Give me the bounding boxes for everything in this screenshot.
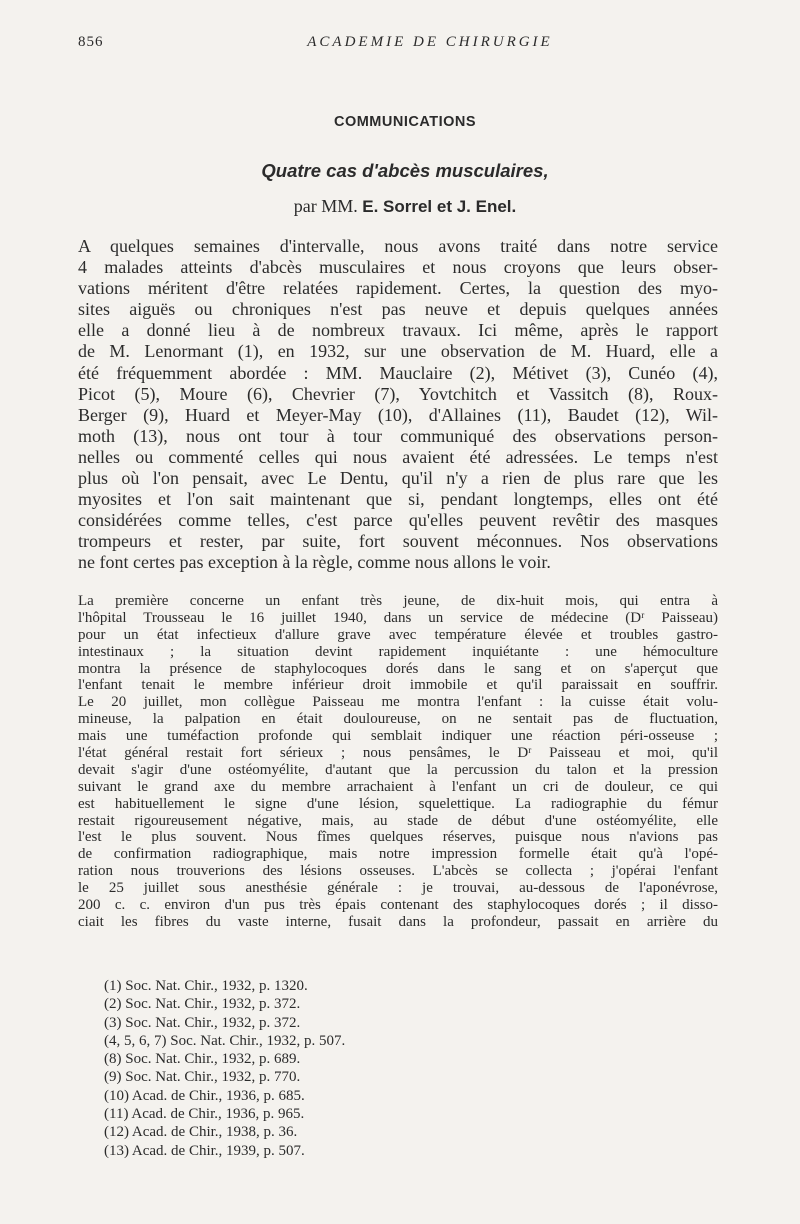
case-line: est habituellement le signe d'une lésion, squelettique. La radiographie du fémur	[78, 795, 718, 812]
intro-line: vations méritent d'être relatées rapidement. Certes, la question des myo-	[78, 278, 718, 299]
case-line: Le 20 juillet, mon collègue Paisseau me montra l'enfant : la cuisse était volu-	[78, 694, 718, 711]
footnote: (8) Soc. Nat. Chir., 1932, p. 689.	[104, 1051, 301, 1068]
case-line: restait rigoureusement négative, mais, au stade de début d'une ostéomyélite, elle	[78, 812, 718, 829]
intro-line: Berger (9), Huard et Meyer-May (10), d'Allaines (11), Baudet (12), Wil-	[78, 404, 718, 425]
case-line: de confirmation radiographique, mais notre impression formelle était qu'à l'opé-	[78, 846, 718, 863]
intro-line: myosites et l'on sait maintenant que si, pendant longtemps, elles ont été	[78, 489, 718, 510]
case-line: l'hôpital Trousseau le 16 juillet 1940, dans un service de médecine (Dʳ Paisseau)	[78, 609, 718, 626]
case-line: ration nous trouverions des lésions osseuses. L'abcès se collecta ; j'opérai l'enfant	[78, 863, 718, 880]
footnote: (11) Acad. de Chir., 1936, p. 965.	[104, 1106, 305, 1123]
intro-line: considérées comme telles, c'est parce qu'elles peuvent revêtir des masques	[78, 510, 718, 531]
footnote: (13) Acad. de Chir., 1939, p. 507.	[104, 1142, 305, 1159]
byline-prefix: par MM.	[293, 196, 358, 216]
case-line: La première concerne un enfant très jeune, de dix-huit mois, qui entra à	[78, 593, 718, 609]
case-line: l'enfant tenait le membre inférieur droit immobile et qu'il paraissait en souffrir.	[78, 677, 718, 694]
intro-line: Picot (5), Moure (6), Chevrier (7), Yovtchitch et Vassitch (8), Roux-	[78, 383, 718, 404]
case-line: mais une tuméfaction profonde qui semblait indiquer une réaction péri-osseuse ;	[78, 728, 718, 745]
case-line: intestinaux ; la situation devint rapidement inquiétante : une hémoculture	[78, 643, 718, 660]
intro-line: elle a donné lieu à de nombreux travaux. Ici même, après le rapport	[78, 320, 718, 341]
intro-line: nelles ou commenté celles qui nous avaient été adressées. Le temps n'est	[78, 446, 718, 467]
case-line: ciait les fibres du vaste interne, fusait dans la profondeur, passait en arrière du	[78, 913, 718, 930]
footnote: (1) Soc. Nat. Chir., 1932, p. 1320.	[104, 978, 308, 994]
case-line: mineuse, la palpation en était douloureuse, on ne sentait pas de fluctuation,	[78, 711, 718, 728]
intro-paragraph	[78, 236, 718, 574]
intro-line: de M. Lenormant (1), en 1932, sur une observation de M. Huard, elle a	[78, 341, 718, 362]
footnote: (2) Soc. Nat. Chir., 1932, p. 372.	[104, 996, 301, 1013]
case-line: l'état général restait fort sérieux ; nous pensâmes, le Dʳ Paisseau et moi, qu'il	[78, 745, 718, 762]
footnotes	[104, 977, 345, 1160]
intro-line: A quelques semaines d'intervalle, nous avons traité dans notre service	[78, 236, 718, 256]
intro-line: été fréquemment abordée : MM. Mauclaire (2), Métivet (3), Cunéo (4),	[78, 362, 718, 383]
footnote: (4, 5, 6, 7) Soc. Nat. Chir., 1932, p. 507.	[104, 1032, 346, 1049]
case-line: 200 c. c. environ d'un pus très épais contenant des staphylocoques dorés ; il disso-	[78, 897, 718, 914]
intro-line: 4 malades atteints d'abcès musculaires et nous croyons que leurs obser-	[78, 257, 718, 278]
byline-authors: E. Sorrel et J. Enel.	[362, 197, 517, 216]
intro-line: plus où l'on pensait, avec Le Dentu, qu'il n'y a rien de plus rare que les	[78, 468, 718, 489]
case-line: le 25 juillet sous anesthésie générale : je trouvai, au-dessous de l'aponévrose,	[78, 880, 718, 897]
case-line: pour un état infectieux d'allure grave avec température élevée et troubles gastro-	[78, 626, 718, 643]
case-line: l'est le plus souvent. Nous fîmes quelques réserves, puisque nous n'avions pas	[78, 829, 718, 846]
case-line: montra la présence de staphylocoques dorés dans le sang et on s'aperçut que	[78, 660, 718, 677]
intro-line: sites aiguës ou chroniques n'est pas neuve et depuis quelques années	[78, 299, 718, 320]
section-heading: COMMUNICATIONS	[333, 114, 477, 130]
footnote: (3) Soc. Nat. Chir., 1932, p. 372.	[104, 1014, 301, 1031]
journal-title: ACADEMIE DE CHIRURGIE	[307, 34, 553, 50]
footnote: (10) Acad. de Chir., 1936, p. 685.	[104, 1087, 305, 1104]
case-line: devait s'agir d'une ostéomyélite, d'autant que la percussion du talon et la pression	[78, 761, 718, 778]
article-byline	[0, 196, 800, 217]
intro-line: ne font certes pas exception à la règle, comme nous allons le voir.	[78, 552, 551, 573]
page-number: 856	[78, 34, 104, 50]
intro-line: trompeurs et rester, par suite, fort souvent méconnues. Nos observations	[78, 531, 718, 552]
article-title: Quatre cas d'abcès musculaires,	[261, 160, 549, 181]
footnote: (9) Soc. Nat. Chir., 1932, p. 770.	[104, 1069, 301, 1086]
running-head	[78, 34, 722, 54]
intro-line: moth (13), nous ont tour à tour communiqué des observations person-	[78, 425, 718, 446]
case-line: suivant le grand axe du membre arrachaient à l'enfant un cri de douleur, ce qui	[78, 778, 718, 795]
case-report-paragraph	[78, 593, 718, 931]
footnote: (12) Acad. de Chir., 1938, p. 36.	[104, 1124, 298, 1141]
